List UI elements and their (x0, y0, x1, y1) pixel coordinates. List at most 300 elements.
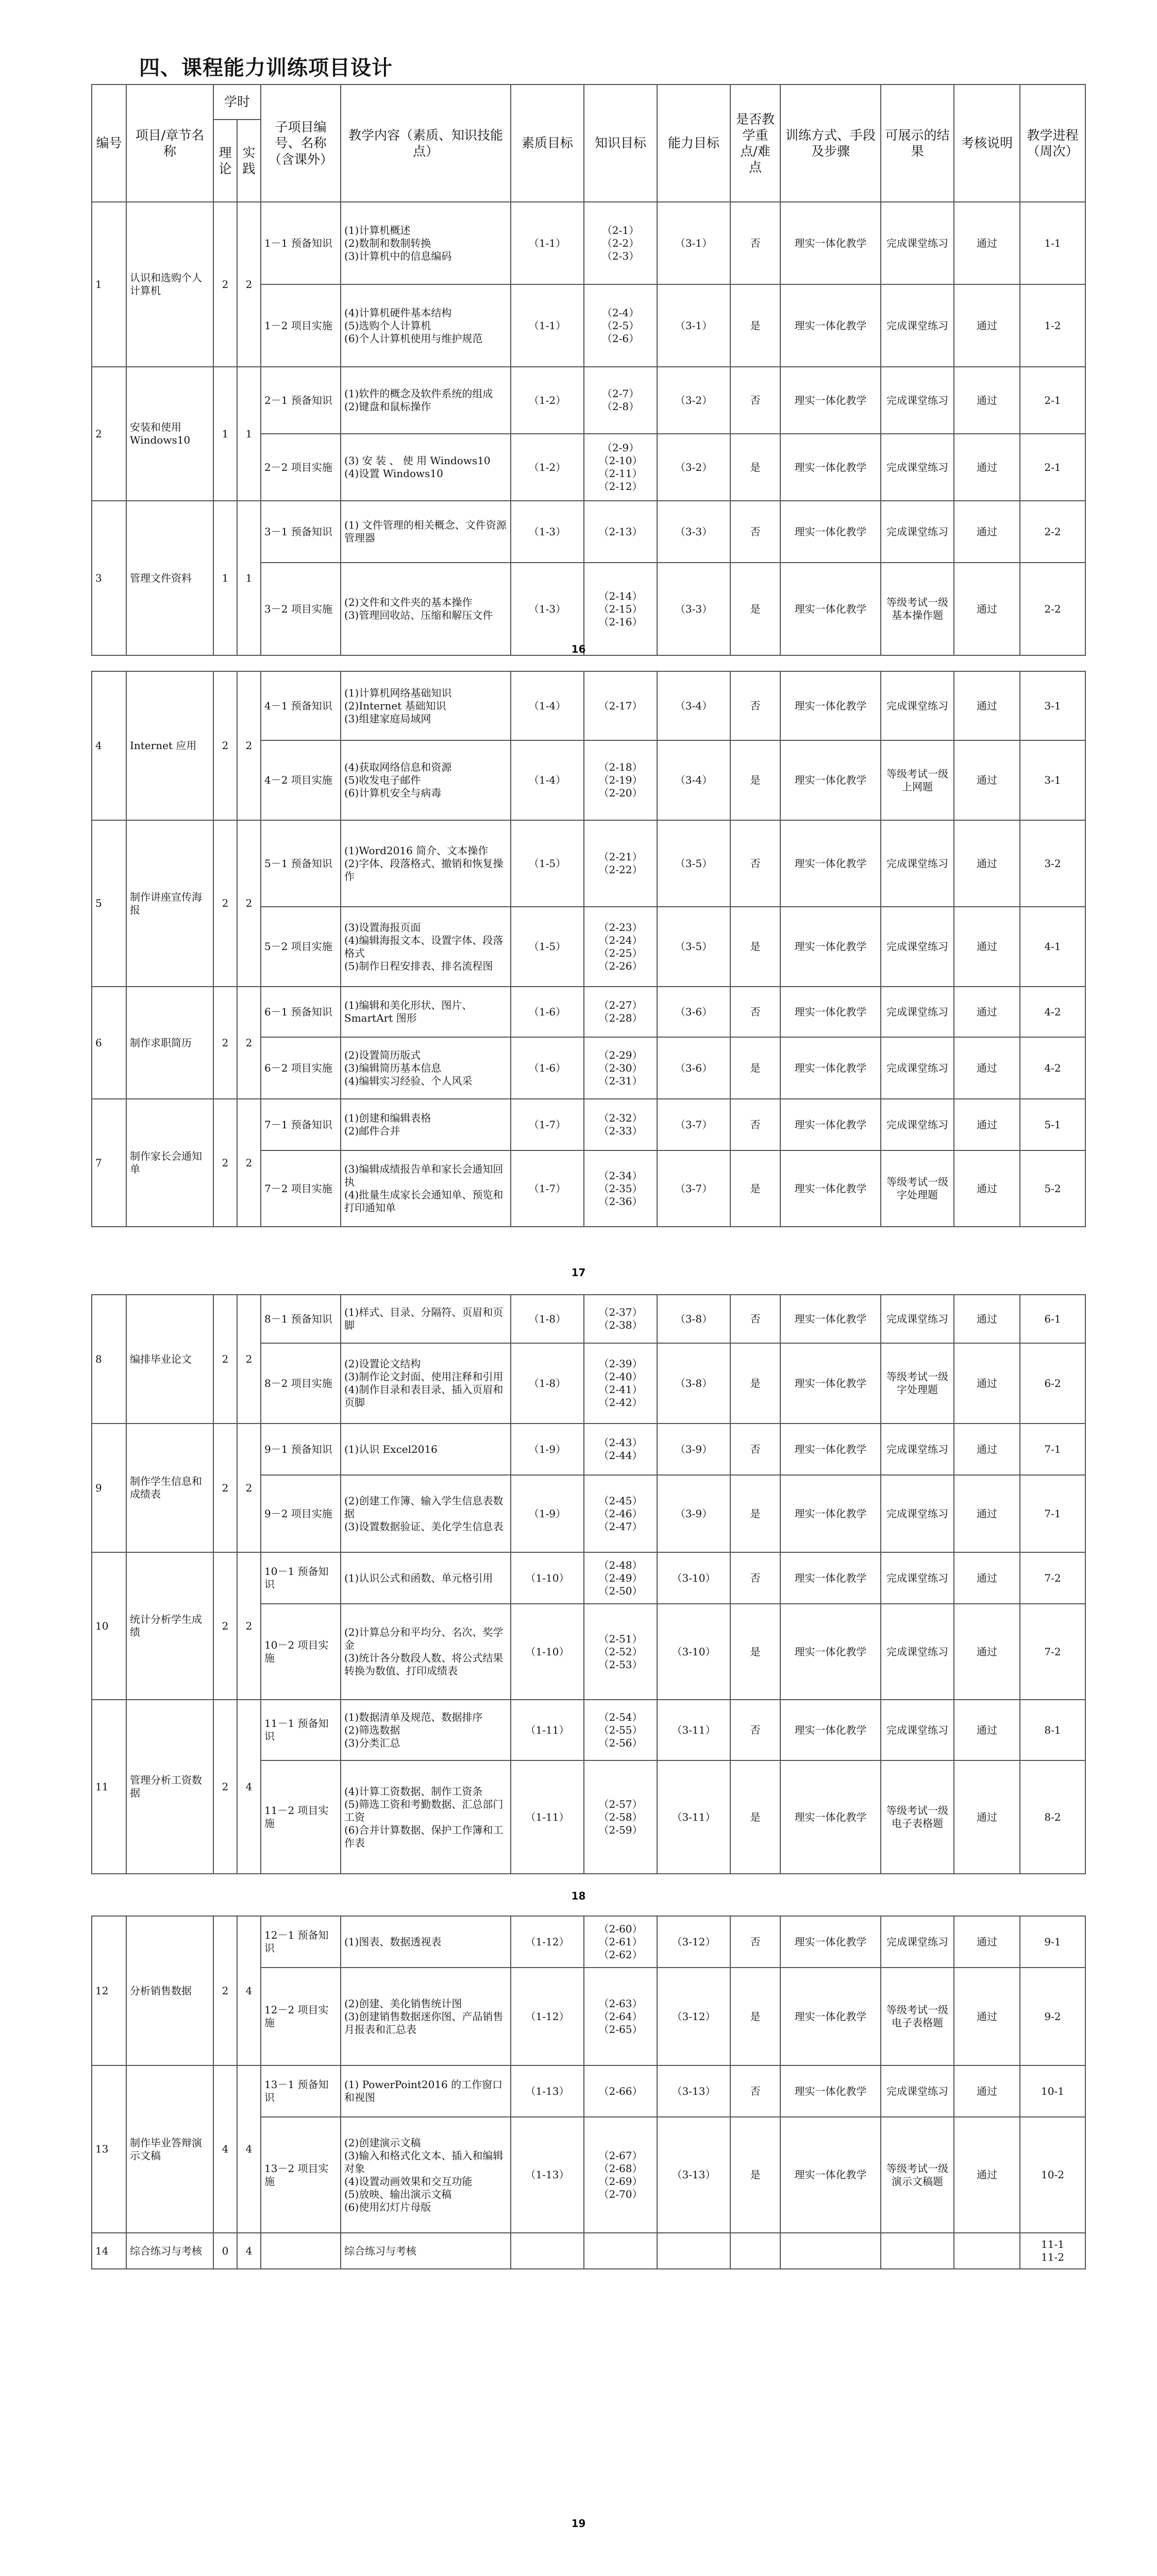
cell-number: 5 (92, 820, 126, 987)
cell-assess: 通过 (954, 1295, 1020, 1343)
cell-ability: （3-9） (657, 1423, 730, 1475)
cell-practice-hours: 2 (237, 1552, 261, 1700)
cell-assess: 通过 (954, 820, 1020, 907)
cell-ability: （3-2） (657, 434, 730, 501)
cell-practice-hours: 4 (237, 2065, 261, 2233)
cell-sub: 1－1 预备知识 (261, 202, 341, 284)
cell-quality: （1-6） (511, 987, 584, 1037)
cell-project-name: 管理分析工资数据 (126, 1700, 213, 1874)
cell-key: 是 (730, 1604, 780, 1700)
cell-theory-hours: 2 (213, 1552, 237, 1700)
cell-quality: （1-1） (511, 284, 584, 367)
cell-key (730, 2233, 780, 2269)
cell-result: 完成课堂练习 (881, 1700, 954, 1760)
cell-quality: （1-2） (511, 367, 584, 434)
cell-progress: 11-1 11-2 (1020, 2233, 1085, 2269)
cell-method: 理实一体化教学 (780, 2065, 881, 2117)
cell-sub: 8－2 项目实施 (261, 1343, 341, 1423)
cell-key: 是 (730, 1475, 780, 1552)
cell-practice-hours: 2 (237, 671, 261, 820)
cell-result: 完成课堂练习 (881, 202, 954, 284)
cell-project-name: 制作学生信息和成绩表 (126, 1423, 213, 1552)
cell-quality: （1-4） (511, 740, 584, 820)
cell-ability: （3-4） (657, 671, 730, 740)
cell-method: 理实一体化教学 (780, 434, 881, 501)
cell-quality: （1-5） (511, 820, 584, 907)
cell-result: 完成课堂练习 (881, 434, 954, 501)
cell-knowledge: （2-23） （2-24） （2-25） （2-26） (584, 907, 657, 987)
cell-assess: 通过 (954, 434, 1020, 501)
header-assess: 考核说明 (954, 84, 1020, 202)
cell-key: 是 (730, 1150, 780, 1227)
cell-result: 完成课堂练习 (881, 1916, 954, 1968)
cell-method: 理实一体化教学 (780, 1760, 881, 1874)
cell-ability: （3-13） (657, 2065, 730, 2117)
cell-sub: 3－2 项目实施 (261, 563, 341, 655)
cell-ability: （3-10） (657, 1552, 730, 1604)
cell-content: (2)创建、美化销售统计图 (3)创建销售数据迷你图、产品销售月报表和汇总表 (341, 1968, 511, 2065)
cell-quality: （1-3） (511, 563, 584, 655)
cell-theory-hours: 1 (213, 501, 237, 655)
cell-key: 是 (730, 434, 780, 501)
cell-result: 完成课堂练习 (881, 671, 954, 740)
cell-assess: 通过 (954, 367, 1020, 434)
cell-ability: （3-7） (657, 1150, 730, 1227)
cell-sub: 11－1 预备知识 (261, 1700, 341, 1760)
cell-content: (1)认识公式和函数、单元格引用 (341, 1552, 511, 1604)
cell-result: 完成课堂练习 (881, 1099, 954, 1150)
cell-content: (2)设置简历版式 (3)编辑简历基本信息 (4)编辑实习经验、个人风采 (341, 1037, 511, 1099)
cell-sub: 13－1 预备知识 (261, 2065, 341, 2117)
cell-key: 是 (730, 1343, 780, 1423)
cell-quality: （1-12） (511, 1916, 584, 1968)
cell-knowledge: （2-7） （2-8） (584, 367, 657, 434)
cell-assess: 通过 (954, 1916, 1020, 1968)
cell-key: 是 (730, 907, 780, 987)
header-knowledge: 知识目标 (584, 84, 657, 202)
cell-assess: 通过 (954, 1037, 1020, 1099)
header-progress: 教学进程（周次） (1020, 84, 1085, 202)
cell-key: 否 (730, 202, 780, 284)
cell-sub: 2－2 项目实施 (261, 434, 341, 501)
cell-method: 理实一体化教学 (780, 1295, 881, 1343)
cell-project-name: 制作毕业答辩演示文稿 (126, 2065, 213, 2233)
cell-practice-hours: 4 (237, 1700, 261, 1874)
cell-ability: （3-9） (657, 1475, 730, 1552)
cell-progress: 9-1 (1020, 1916, 1085, 1968)
cell-progress: 4-2 (1020, 1037, 1085, 1099)
cell-content: (4)计算机硬件基本结构 (5)选购个人计算机 (6)个人计算机使用与维护规范 (341, 284, 511, 367)
cell-project-name: 分析销售数据 (126, 1916, 213, 2065)
table-row (92, 1916, 1085, 1968)
cell-result: 完成课堂练习 (881, 1475, 954, 1552)
cell-method: 理实一体化教学 (780, 1604, 881, 1700)
cell-key: 否 (730, 820, 780, 907)
cell-key: 否 (730, 1295, 780, 1343)
cell-result: 等级考试一级电子表格题 (881, 1760, 954, 1874)
cell-content: (1)图表、数据透视表 (341, 1916, 511, 1968)
cell-quality: （1-10） (511, 1552, 584, 1604)
cell-practice-hours: 2 (237, 1295, 261, 1423)
header-practice: 实践 (237, 120, 261, 202)
cell-content: (1)样式、目录、分隔符、页眉和页脚 (341, 1295, 511, 1343)
table-row (92, 987, 1085, 1037)
cell-ability: （3-4） (657, 740, 730, 820)
cell-progress: 1-2 (1020, 284, 1085, 367)
cell-key: 是 (730, 2117, 780, 2233)
cell-progress: 2-1 (1020, 434, 1085, 501)
cell-key: 否 (730, 501, 780, 563)
cell-content: (2)计算总分和平均分、名次、奖学金 (3)统计各分数段人数、将公式结果转换为数值、打印成绩表 (341, 1604, 511, 1700)
cell-progress: 8-2 (1020, 1760, 1085, 1874)
cell-progress: 1-1 (1020, 202, 1085, 284)
cell-sub: 2－1 预备知识 (261, 367, 341, 434)
cell-sub: 12－1 预备知识 (261, 1916, 341, 1968)
cell-theory-hours: 2 (213, 1295, 237, 1423)
cell-quality: （1-9） (511, 1423, 584, 1475)
cell-key: 否 (730, 1423, 780, 1475)
cell-method: 理实一体化教学 (780, 907, 881, 987)
cell-quality: （1-11） (511, 1760, 584, 1874)
cell-assess: 通过 (954, 987, 1020, 1037)
cell-key: 是 (730, 1968, 780, 2065)
cell-sub: 1－2 项目实施 (261, 284, 341, 367)
cell-number: 14 (92, 2233, 126, 2269)
cell-knowledge: （2-13） (584, 501, 657, 563)
cell-assess: 通过 (954, 202, 1020, 284)
cell-practice-hours: 1 (237, 501, 261, 655)
cell-quality: （1-10） (511, 1604, 584, 1700)
cell-content: (2)创建演示文稿 (3)输入和格式化文本、插入和编辑对象 (4)设置动画效果和交互功能 (5)放映、输出演示文稿 (6)使用幻灯片母版 (341, 2117, 511, 2233)
cell-quality: （1-1） (511, 202, 584, 284)
header-no: 编号 (92, 84, 126, 202)
cell-sub: 11－2 项目实施 (261, 1760, 341, 1874)
cell-method: 理实一体化教学 (780, 820, 881, 907)
table-row (92, 2233, 1085, 2269)
cell-method: 理实一体化教学 (780, 1700, 881, 1760)
cell-knowledge: （2-17） (584, 671, 657, 740)
cell-ability: （3-7） (657, 1099, 730, 1150)
cell-content: (1)认识 Excel2016 (341, 1423, 511, 1475)
cell-ability: （3-12） (657, 1916, 730, 1968)
cell-content: (2)设置论文结构 (3)制作论文封面、使用注释和引用 (4)制作目录和表目录、插入页眉和页脚 (341, 1343, 511, 1423)
cell-ability: （3-11） (657, 1760, 730, 1874)
cell-assess: 通过 (954, 740, 1020, 820)
cell-method: 理实一体化教学 (780, 202, 881, 284)
cell-practice-hours: 2 (237, 987, 261, 1099)
cell-theory-hours: 2 (213, 1423, 237, 1552)
cell-content: 综合练习与考核 (341, 2233, 511, 2269)
header-sub: 子项目编号、名称（含课外） (261, 84, 341, 202)
cell-knowledge: （2-57） （2-58） （2-59） (584, 1760, 657, 1874)
cell-ability: （3-5） (657, 820, 730, 907)
cell-progress: 10-1 (1020, 2065, 1085, 2117)
cell-result: 完成课堂练习 (881, 1423, 954, 1475)
cell-knowledge: （2-63） （2-64） （2-65） (584, 1968, 657, 2065)
cell-knowledge (584, 2233, 657, 2269)
cell-quality: （1-4） (511, 671, 584, 740)
header-content: 教学内容（素质、知识技能点） (341, 84, 511, 202)
cell-result: 完成课堂练习 (881, 1552, 954, 1604)
cell-project-name: 制作讲座宣传海报 (126, 820, 213, 987)
cell-content: (2)文件和文件夹的基本操作 (3)管理回收站、压缩和解压文件 (341, 563, 511, 655)
cell-ability: （3-8） (657, 1295, 730, 1343)
table-row (92, 820, 1085, 907)
cell-method: 理实一体化教学 (780, 284, 881, 367)
cell-number: 13 (92, 2065, 126, 2233)
table-row (92, 1295, 1085, 1343)
cell-content: (3) 安 装 、 使 用 Windows10 (4)设置 Windows10 (341, 434, 511, 501)
cell-ability: （3-1） (657, 284, 730, 367)
cell-quality: （1-11） (511, 1700, 584, 1760)
cell-progress: 7-2 (1020, 1604, 1085, 1700)
cell-assess: 通过 (954, 1475, 1020, 1552)
cell-assess: 通过 (954, 2065, 1020, 2117)
cell-progress: 10-2 (1020, 2117, 1085, 2233)
cell-theory-hours: 2 (213, 820, 237, 987)
project-table-part-1 (91, 84, 1086, 656)
cell-knowledge: （2-66） (584, 2065, 657, 2117)
table-row (92, 1423, 1085, 1475)
cell-theory-hours: 4 (213, 2065, 237, 2233)
cell-result: 完成课堂练习 (881, 1037, 954, 1099)
cell-result: 完成课堂练习 (881, 2065, 954, 2117)
cell-sub: 6－1 预备知识 (261, 987, 341, 1037)
cell-number: 8 (92, 1295, 126, 1423)
project-table-part-2 (91, 671, 1086, 1227)
project-table-part-4 (91, 1916, 1086, 2269)
cell-quality: （1-6） (511, 1037, 584, 1099)
cell-knowledge: （2-48） （2-49） （2-50） (584, 1552, 657, 1604)
cell-knowledge: （2-60） （2-61） （2-62） (584, 1916, 657, 1968)
cell-knowledge: （2-34） （2-35） （2-36） (584, 1150, 657, 1227)
cell-knowledge: （2-39） （2-40） （2-41） （2-42） (584, 1343, 657, 1423)
cell-project-name: 制作家长会通知单 (126, 1099, 213, 1227)
cell-sub: 13－2 项目实施 (261, 2117, 341, 2233)
cell-knowledge: （2-43） （2-44） (584, 1423, 657, 1475)
cell-key: 是 (730, 284, 780, 367)
cell-sub: 5－2 项目实施 (261, 907, 341, 987)
page-number: 19 (571, 2517, 586, 2530)
cell-number: 6 (92, 987, 126, 1099)
cell-number: 11 (92, 1700, 126, 1874)
cell-ability: （3-6） (657, 1037, 730, 1099)
cell-ability: （3-6） (657, 987, 730, 1037)
cell-result: 完成课堂练习 (881, 501, 954, 563)
cell-number: 10 (92, 1552, 126, 1700)
cell-number: 9 (92, 1423, 126, 1552)
cell-ability (657, 2233, 730, 2269)
cell-assess: 通过 (954, 1700, 1020, 1760)
cell-project-name: 管理文件资料 (126, 501, 213, 655)
cell-ability: （3-11） (657, 1700, 730, 1760)
cell-result: 完成课堂练习 (881, 284, 954, 367)
cell-result: 完成课堂练习 (881, 907, 954, 987)
cell-practice-hours: 4 (237, 2233, 261, 2269)
cell-project-name: 综合练习与考核 (126, 2233, 213, 2269)
cell-project-name: 认识和选购个人计算机 (126, 202, 213, 367)
cell-method: 理实一体化教学 (780, 671, 881, 740)
cell-number: 2 (92, 367, 126, 501)
cell-method: 理实一体化教学 (780, 987, 881, 1037)
cell-result: 等级考试一级上网题 (881, 740, 954, 820)
cell-theory-hours: 1 (213, 367, 237, 501)
cell-content: (4)计算工资数据、制作工资条 (5)筛选工资和考勤数据、汇总部门工资 (6)合并计算数据、保护工作簿和工作表 (341, 1760, 511, 1874)
cell-key: 否 (730, 1552, 780, 1604)
cell-progress: 2-2 (1020, 501, 1085, 563)
cell-key: 否 (730, 987, 780, 1037)
cell-content: (1)计算机网络基础知识 (2)Internet 基础知识 (3)组建家庭局域网 (341, 671, 511, 740)
cell-key: 是 (730, 740, 780, 820)
table-row (92, 2065, 1085, 2117)
cell-quality: （1-13） (511, 2065, 584, 2117)
cell-content: (3)设置海报页面 (4)编辑海报文本、设置字体、段落格式 (5)制作日程安排表、排名流程图 (341, 907, 511, 987)
cell-quality: （1-13） (511, 2117, 584, 2233)
cell-assess: 通过 (954, 907, 1020, 987)
cell-method: 理实一体化教学 (780, 367, 881, 434)
cell-progress: 3-1 (1020, 740, 1085, 820)
cell-number: 7 (92, 1099, 126, 1227)
cell-progress: 8-1 (1020, 1700, 1085, 1760)
cell-key: 否 (730, 671, 780, 740)
cell-sub: 7－2 项目实施 (261, 1150, 341, 1227)
cell-content: (1)数据清单及规范、数据排序 (2)筛选数据 (3)分类汇总 (341, 1700, 511, 1760)
cell-sub: 6－2 项目实施 (261, 1037, 341, 1099)
cell-theory-hours: 2 (213, 1099, 237, 1227)
header-result: 可展示的结果 (881, 84, 954, 202)
cell-method: 理实一体化教学 (780, 1475, 881, 1552)
cell-key: 否 (730, 1700, 780, 1760)
cell-assess: 通过 (954, 1423, 1020, 1475)
cell-progress: 4-2 (1020, 987, 1085, 1037)
cell-assess: 通过 (954, 1552, 1020, 1604)
cell-project-name: Internet 应用 (126, 671, 213, 820)
cell-assess: 通过 (954, 1099, 1020, 1150)
cell-number: 1 (92, 202, 126, 367)
cell-method: 理实一体化教学 (780, 1037, 881, 1099)
cell-quality (511, 2233, 584, 2269)
cell-progress: 7-1 (1020, 1475, 1085, 1552)
cell-content: (4)获取网络信息和资源 (5)收发电子邮件 (6)计算机安全与病毒 (341, 740, 511, 820)
cell-sub: 4－2 项目实施 (261, 740, 341, 820)
table-row (92, 1099, 1085, 1150)
cell-quality: （1-3） (511, 501, 584, 563)
cell-knowledge: （2-54） （2-55） （2-56） (584, 1700, 657, 1760)
cell-key: 否 (730, 2065, 780, 2117)
table-row (92, 1552, 1085, 1604)
cell-content: (1) 文件管理的相关概念、文件资源管理器 (341, 501, 511, 563)
cell-knowledge: （2-27） （2-28） (584, 987, 657, 1037)
header-project: 项目/章节名称 (126, 84, 213, 202)
cell-quality: （1-12） (511, 1968, 584, 2065)
cell-ability: （3-2） (657, 367, 730, 434)
cell-sub: 8－1 预备知识 (261, 1295, 341, 1343)
cell-method: 理实一体化教学 (780, 740, 881, 820)
cell-ability: （3-13） (657, 2117, 730, 2233)
cell-sub (261, 2233, 341, 2269)
cell-quality: （1-5） (511, 907, 584, 987)
cell-result: 完成课堂练习 (881, 987, 954, 1037)
cell-theory-hours: 0 (213, 2233, 237, 2269)
cell-quality: （1-7） (511, 1099, 584, 1150)
cell-number: 3 (92, 501, 126, 655)
cell-assess: 通过 (954, 501, 1020, 563)
cell-content: (3)编辑成绩报告单和家长会通知回执 (4)批量生成家长会通知单、预览和打印通知单 (341, 1150, 511, 1227)
cell-result: 等级考试一级演示文稿题 (881, 2117, 954, 2233)
table-row (92, 501, 1085, 563)
cell-project-name: 制作求职简历 (126, 987, 213, 1099)
cell-ability: （3-8） (657, 1343, 730, 1423)
cell-key: 否 (730, 1099, 780, 1150)
cell-assess: 通过 (954, 1343, 1020, 1423)
cell-sub: 12－2 项目实施 (261, 1968, 341, 2065)
cell-result: 完成课堂练习 (881, 1295, 954, 1343)
cell-method: 理实一体化教学 (780, 1343, 881, 1423)
cell-quality: （1-7） (511, 1150, 584, 1227)
cell-sub: 7－1 预备知识 (261, 1099, 341, 1150)
table-row (92, 367, 1085, 434)
cell-knowledge: （2-67） （2-68） （2-69） （2-70） (584, 2117, 657, 2233)
cell-knowledge: （2-9） （2-10） （2-11） （2-12） (584, 434, 657, 501)
page-number: 17 (571, 1266, 586, 1279)
cell-progress: 7-1 (1020, 1423, 1085, 1475)
cell-key: 是 (730, 1037, 780, 1099)
cell-method: 理实一体化教学 (780, 1423, 881, 1475)
cell-progress: 6-2 (1020, 1343, 1085, 1423)
cell-progress: 9-2 (1020, 1968, 1085, 2065)
cell-progress: 4-1 (1020, 907, 1085, 987)
cell-result: 等级考试一级字处理题 (881, 1343, 954, 1423)
cell-method: 理实一体化教学 (780, 1916, 881, 1968)
cell-method: 理实一体化教学 (780, 1968, 881, 2065)
cell-practice-hours: 2 (237, 1099, 261, 1227)
header-quality: 素质目标 (511, 84, 584, 202)
cell-progress: 3-1 (1020, 671, 1085, 740)
header-ability: 能力目标 (657, 84, 730, 202)
cell-project-name: 安装和使用Windows10 (126, 367, 213, 501)
cell-progress: 5-1 (1020, 1099, 1085, 1150)
cell-result: 等级考试一级基本操作题 (881, 563, 954, 655)
cell-progress: 2-2 (1020, 563, 1085, 655)
table-row (92, 1700, 1085, 1760)
cell-content: (1)软件的概念及软件系统的组成 (2)键盘和鼠标操作 (341, 367, 511, 434)
cell-ability: （3-12） (657, 1968, 730, 2065)
cell-quality: （1-8） (511, 1343, 584, 1423)
cell-knowledge: （2-37） （2-38） (584, 1295, 657, 1343)
cell-result: 完成课堂练习 (881, 820, 954, 907)
cell-sub: 9－1 预备知识 (261, 1423, 341, 1475)
cell-method (780, 2233, 881, 2269)
cell-theory-hours: 2 (213, 1916, 237, 2065)
cell-assess: 通过 (954, 1968, 1020, 2065)
header-hours: 学时 (213, 84, 261, 120)
cell-assess: 通过 (954, 2117, 1020, 2233)
cell-project-name: 统计分析学生成绩 (126, 1552, 213, 1700)
cell-content: (1)计算机概述 (2)数制和数制转换 (3)计算机中的信息编码 (341, 202, 511, 284)
cell-progress: 5-2 (1020, 1150, 1085, 1227)
cell-key: 否 (730, 1916, 780, 1968)
cell-key: 否 (730, 367, 780, 434)
cell-content: (1)创建和编辑表格 (2)邮件合并 (341, 1099, 511, 1150)
cell-knowledge: （2-1） （2-2） （2-3） (584, 202, 657, 284)
cell-content: (1)Word2016 简介、文本操作 (2)字体、段落格式、撤销和恢复操作 (341, 820, 511, 907)
header-key: 是否教学重点/难点 (730, 84, 780, 202)
page-number: 18 (571, 1890, 586, 1902)
cell-knowledge: （2-21） （2-22） (584, 820, 657, 907)
header-theory: 理论 (213, 120, 237, 202)
cell-knowledge: （2-4） （2-5） （2-6） (584, 284, 657, 367)
cell-knowledge: （2-32） （2-33） (584, 1099, 657, 1150)
